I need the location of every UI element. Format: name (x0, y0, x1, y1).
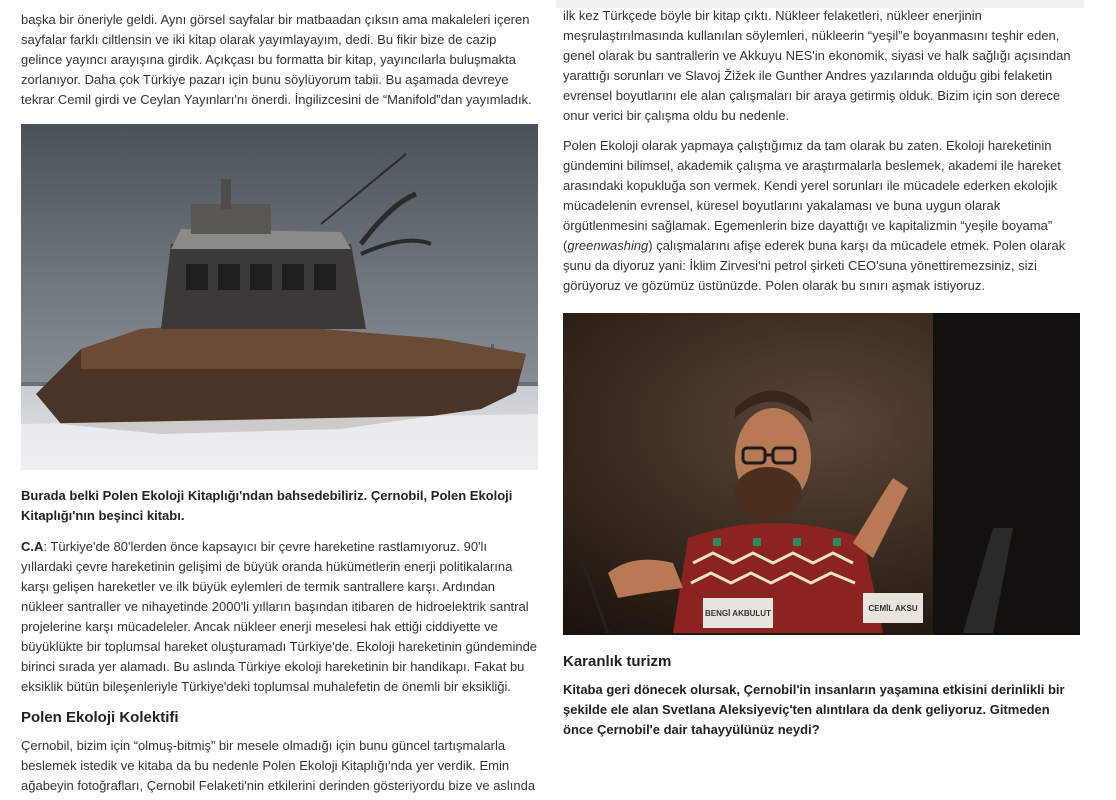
body-paragraph: ilk kez Türkçede böyle bir kitap çıktı. Nükleer felaketleri, nükleer enerjinin meşrulaştırılmasında kullanılan söylemleri, nükleerin “yeşil”e boyanmasını teşhir eden, genel olarak bu santrallerin ve Akkuyu NES'in ekonomik, siyasi ve halk sağlığı açısından yarattığı sorunları ve Slavoj Žižek ile Gunther Andres yazılarında olduğu gibi felaketin evrensel boyutlarını ele alan çalışmaları bir araya getirmiş olduk. Bizim için son derece onur verici bir çalışma oldu bu nedenle. (563, 8, 1071, 123)
body-paragraph: başka bir öneriyle geldi. Aynı görsel sayfalar bir matbaadan çıksın ama makaleleri içeren sayfalar farklı ciltlensin ve iki kitap olarak yayımlayayım, dedi. Bu fikir bize de cazip gelince yayıncı arayışına girdik. Açıkçası bu formatta bir kitap, yayıncılarla buluşmakta zorlanıyor. Daha çok Türkiye pazarı için bunu söylüyorum tabii. Bu aşamada devreye tekrar Cemil girdi ve Ceylan Yayınları'nı önerdi. İngilizcesini de “Manifold”dan yayımladık. (21, 12, 532, 107)
paragraph-text-part: Polen Ekoloji olarak yapmaya çalıştığımız da tam olarak bu zaten. Ekoloji hareketinin gündemini bilimsel, akademik çalışma ve araştırmalarla beslemek, akademi ile hareket arasındaki kopukluğa son vermek. Kendi yerel sorunları ile mücadele ederken ekolojik mücadelenin evrensel, küresel boyutlarını yakalaması ve buna uygun olarak örgütlenmesini sağlamak. Egemenlerin bize dayattığı ve kapitalizmin “yeşile boyama” ( (563, 138, 1061, 253)
speaker-initials: C.A (21, 539, 44, 554)
body-paragraph (563, 136, 1080, 296)
nameplate-right: CEMİL AKSU (868, 604, 918, 613)
speaker-photo (563, 313, 1080, 635)
nameplate-left: BENGİ AKBULUT (705, 609, 771, 618)
answer-text: : Türkiye'de 80'lerden önce kapsayıcı bir çevre hareketine rastlamıyoruz. 90'lı yıllardaki çevre hareketinin gelişimi de büyük oranda hükümetlerin enerji politikalarına karşı gelişen hareketler ve ilk büyük eylemleri de termik santrallere karşı. Ardından nükleer santraller ve nihayetinde 2000'li yılların başından itibaren de hidroelektrik santral projelerine karşı mücadeleler. Ancak nükleer enerji meselesi hak ettiği ciddiyette ve büyüklükte bir toplumsal hareket oluşturamadı Türkiye'de. Ekoloji hareketinin gündeminde birinci sırada yer alamadı. Bu aslında Türkiye ekoloji hareketinin bir handikapı. Fakat bu eksiklik bütün bileşenleriyle Türkiye'deki toplumsal muhalefetin de önemli bir eksikliği. (21, 539, 538, 694)
body-paragraph: Çernobil, bizim için “olmuş-bitmiş” bir mesele olmadığı için bunu güncel tartışmalarla beslemek istedik ve kitaba da bu nedenle Polen Ekoloji Kitaplığı'nda yer verdik. Emin ağabeyin fotoğrafları, Çernobil Felaketi'nin etkilerini derinden gösteriyordu bize ve aslında (21, 738, 536, 793)
italic-term: greenwashing (567, 238, 649, 253)
interview-question: Kitaba geri dönecek olursak, Çernobil'in insanların yaşamına etkisini derinlikli bir şekilde ele alan Svetlana Aleksiyeviç'ten alıntılara da denk geliyoruz. Gitmeden önce Çernobil'e dair tahayyülünüz neydi? (563, 682, 1065, 737)
shipwreck-photo (21, 124, 538, 470)
paragraph-text-part: ) çalışmalarını afişe ederek buna karşı da mücadele etmek. Polen olarak şunu da diyoruz yani: İklim Zirvesi'ni petrol şirketi CEO'suna yönettiremezsiniz, sizi görüyoruz ve gözümüz üstünüzde. Polen olarak bu sınırı aşmak istiyoruz. (563, 238, 1066, 293)
section-heading: Karanlık turizm (563, 653, 672, 670)
answer-paragraph (21, 537, 538, 697)
photo-caption-question: Burada belki Polen Ekoloji Kitaplığı'ndan bahsedebiliriz. Çernobil, Polen Ekoloji Kitaplığı'nın beşinci kitabı. (21, 488, 513, 523)
section-heading: Polen Ekoloji Kolektifi (21, 709, 179, 726)
